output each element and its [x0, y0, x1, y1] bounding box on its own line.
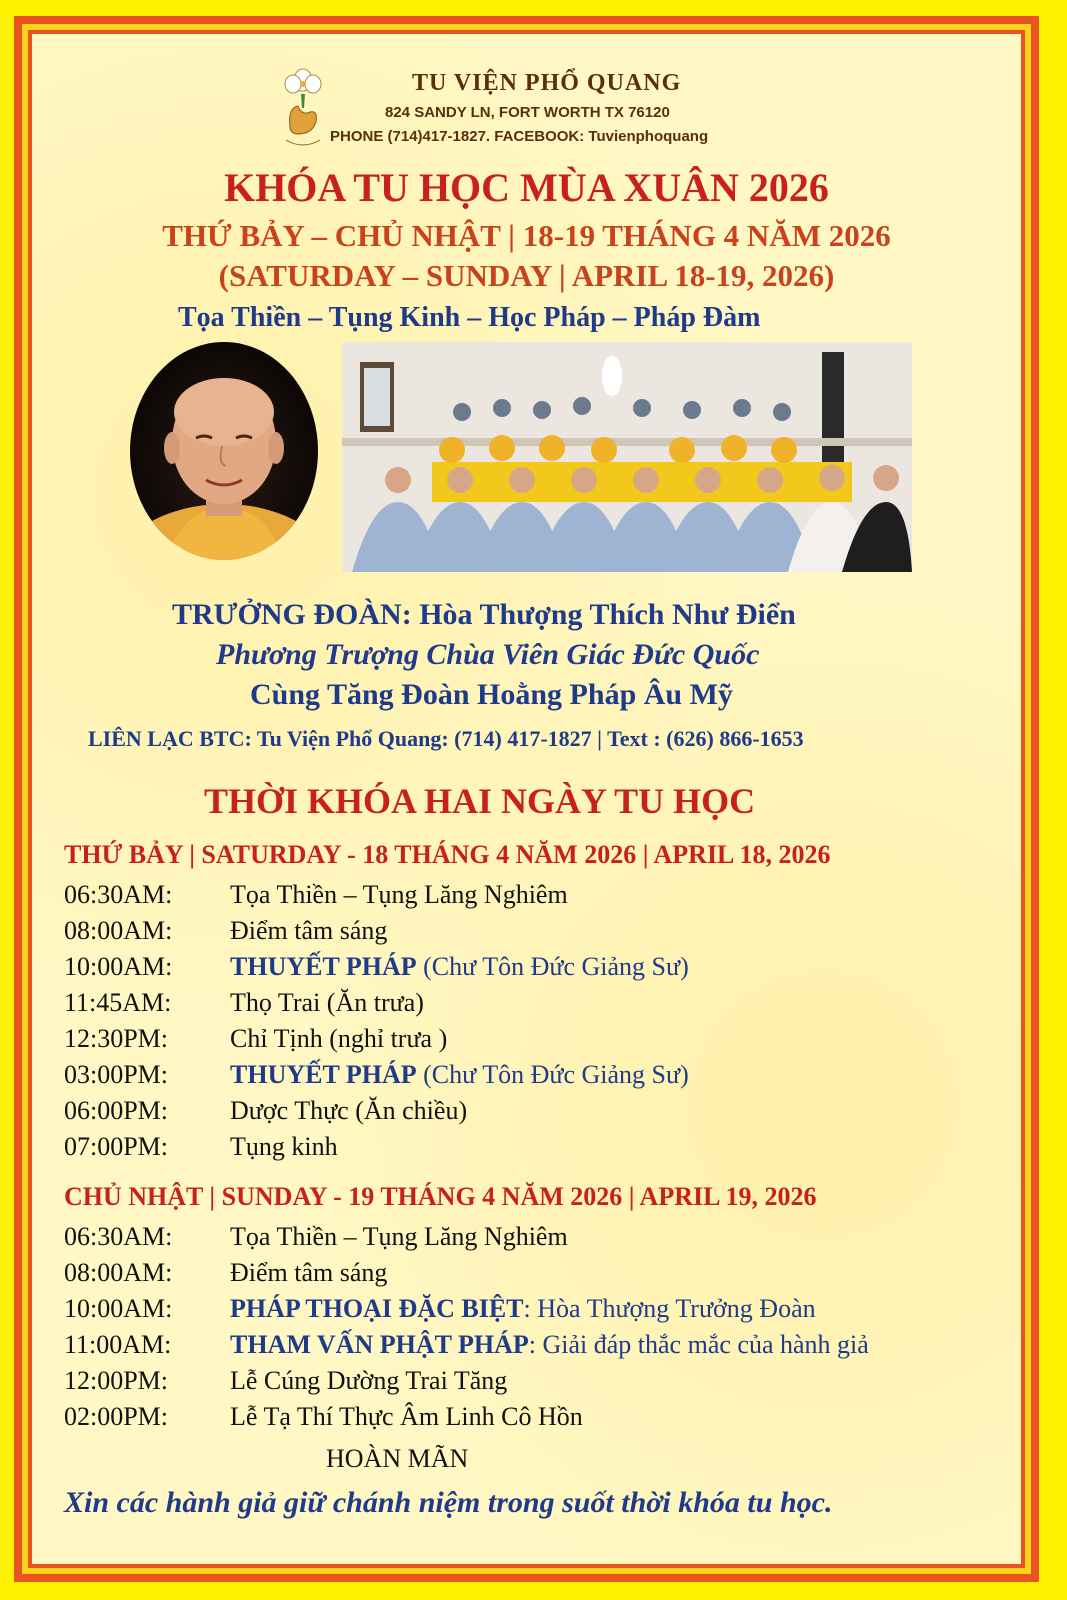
schedule-desc — [230, 952, 689, 982]
schedule-desc — [230, 988, 424, 1018]
schedule-desc — [230, 880, 568, 910]
poster-paper — [32, 34, 1021, 1564]
schedule-time: 06:30AM: — [64, 1222, 173, 1251]
schedule-desc — [230, 1060, 689, 1090]
schedule-text: Dược Thực (Ăn chiều) — [230, 1096, 468, 1125]
org-address: 824 SANDY LN, FORT WORTH TX 76120 — [385, 104, 670, 121]
event-date-vietnamese: THỨ BẢY – CHỦ NHẬT | 18-19 THÁNG 4 NĂM 2026 — [162, 218, 891, 253]
schedule-time: 06:00PM: — [64, 1096, 169, 1125]
schedule-text: Điểm tâm sáng — [230, 1258, 388, 1287]
org-name: TU VIỆN PHỔ QUANG — [412, 70, 682, 96]
schedule-time: 11:45AM: — [64, 988, 172, 1017]
schedule-time: 02:00PM: — [64, 1402, 169, 1431]
frame-gold-band — [22, 24, 1031, 1574]
schedule-desc — [230, 1258, 387, 1288]
schedule-text: (Chư Tôn Đức Giảng Sư) — [416, 952, 689, 981]
schedule-desc — [230, 1330, 869, 1360]
contact-info: LIÊN LẠC BTC: Tu Viện Phổ Quang: (714) 417-1827 | Text : (626) 866-1653 — [88, 726, 804, 751]
schedule-time: 10:00AM: — [64, 1294, 173, 1323]
schedule-time: 10:00AM: — [64, 952, 173, 981]
schedule-time: 12:00PM: — [64, 1366, 169, 1395]
footer-message: Xin các hành giả giữ chánh niệm trong suốt thời khóa tu học. — [64, 1486, 833, 1519]
org-phone-facebook: PHONE (714)417-1827. FACEBOOK: Tuvienphoquang — [330, 128, 709, 145]
schedule-emphasis: THUYẾT PHÁP — [230, 952, 417, 981]
lotus-flower-icon — [285, 69, 321, 93]
group-photo — [342, 342, 912, 572]
schedule-time: 03:00PM: — [64, 1060, 169, 1089]
schedule-desc — [230, 1402, 583, 1432]
schedule-desc — [230, 1024, 447, 1054]
hand-icon — [290, 106, 317, 134]
schedule-text: Lễ Cúng Dường Trai Tăng — [230, 1366, 508, 1395]
schedule-text: (Chư Tôn Đức Giảng Sư) — [416, 1060, 689, 1089]
schedule-desc — [230, 1294, 816, 1324]
leader-name: TRƯỞNG ĐOÀN: Hòa Thượng Thích Như Điển — [172, 598, 796, 631]
schedule-emphasis: THAM VẤN PHẬT PHÁP — [230, 1330, 529, 1359]
closing-label: HOÀN MÃN — [326, 1444, 469, 1473]
schedule-desc — [230, 1132, 338, 1162]
schedule-time: 08:00AM: — [64, 916, 173, 945]
schedule-text: Chỉ Tịnh (nghỉ trưa ) — [230, 1024, 448, 1053]
schedule-desc — [230, 916, 387, 946]
frame-inner-border — [28, 30, 1025, 1568]
schedule-emphasis: PHÁP THOẠI ĐẶC BIỆT — [230, 1294, 524, 1323]
event-date-english: (SATURDAY – SUNDAY | APRIL 18-19, 2026) — [218, 258, 835, 293]
schedule-desc — [230, 1096, 467, 1126]
monk-portrait-image — [130, 342, 318, 560]
schedule-time: 11:00AM: — [64, 1330, 172, 1359]
schedule-text: Lễ Tạ Thí Thực Âm Linh Cô Hồn — [230, 1402, 583, 1431]
sangha-group-photo-image — [342, 342, 912, 572]
schedule-title: THỜI KHÓA HAI NGÀY TU HỌC — [204, 781, 756, 821]
schedule-time: 12:30PM: — [64, 1024, 169, 1053]
schedule-text: Điểm tâm sáng — [230, 916, 388, 945]
schedule-text: Tọa Thiền – Tụng Lăng Nghiêm — [230, 880, 568, 909]
leader-team: Cùng Tăng Đoàn Hoằng Pháp Âu Mỹ — [250, 678, 733, 711]
schedule-text: Tụng kinh — [230, 1132, 338, 1161]
schedule-text: : Giải đáp thắc mắc của hành giả — [528, 1330, 869, 1359]
schedule-desc — [230, 1222, 568, 1252]
schedule-text: : Hòa Thượng Trưởng Đoàn — [523, 1294, 816, 1323]
schedule-text: Thọ Trai (Ăn trưa) — [230, 988, 424, 1017]
event-title: KHÓA TU HỌC MÙA XUÂN 2026 — [224, 165, 829, 210]
saturday-heading: THỨ BẢY | SATURDAY - 18 THÁNG 4 NĂM 2026 | APRIL 18, 2026 — [64, 840, 831, 869]
schedule-time: 08:00AM: — [64, 1258, 173, 1287]
event-activities: Tọa Thiền – Tụng Kinh – Học Pháp – Pháp Đàm — [178, 302, 761, 333]
schedule-time: 06:30AM: — [64, 880, 173, 909]
lotus-logo-icon — [268, 64, 338, 150]
poster-frame — [14, 16, 1039, 1582]
sunday-heading: CHỦ NHẬT | SUNDAY - 19 THÁNG 4 NĂM 2026 | APRIL 19, 2026 — [64, 1182, 817, 1211]
schedule-emphasis: THUYẾT PHÁP — [230, 1060, 417, 1089]
schedule-text: Tọa Thiền – Tụng Lăng Nghiêm — [230, 1222, 568, 1251]
schedule-desc — [230, 1366, 507, 1396]
leader-title: Phương Trượng Chùa Viên Giác Đức Quốc — [216, 638, 760, 671]
leader-portrait — [130, 342, 318, 560]
schedule-time: 07:00PM: — [64, 1132, 169, 1161]
